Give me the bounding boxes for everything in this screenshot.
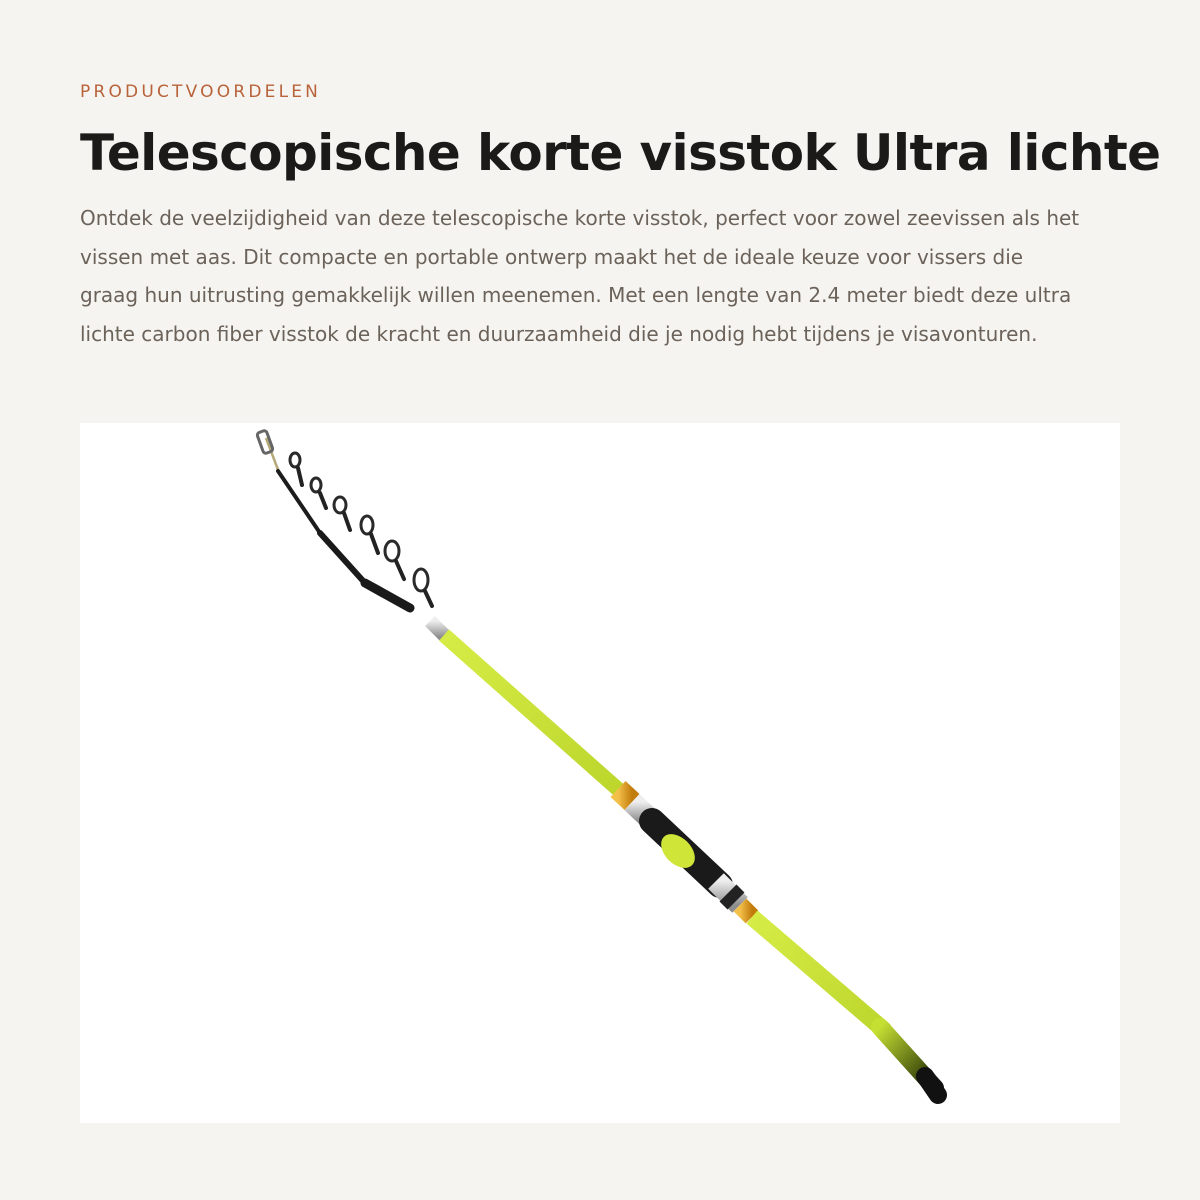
section-eyebrow: PRODUCTVOORDELEN: [80, 82, 322, 102]
product-description: Ontdek de veelzijdigheid van deze telescopische korte visstok, perfect voor zowel zeevissen als het vissen met aas. Dit compacte en portable ontwerp maakt het de ideale keuze voor vissers die graag hun uitrusting gemakkelijk willen meenemen. Met een lengte van 2.4 meter biedt deze ultra lichte carbon fiber visstok de kracht en duurzaamheid die je nodig hebt tijdens je visavonturen.: [80, 206, 1080, 346]
product-image: [80, 423, 1120, 1123]
product-title: Telescopische korte visstok Ultra lichte: [80, 124, 1161, 182]
product-benefits-section: [80, 78, 1161, 353]
tip-guide-icon: [257, 430, 274, 454]
fishing-rod-image: [80, 423, 1120, 1123]
